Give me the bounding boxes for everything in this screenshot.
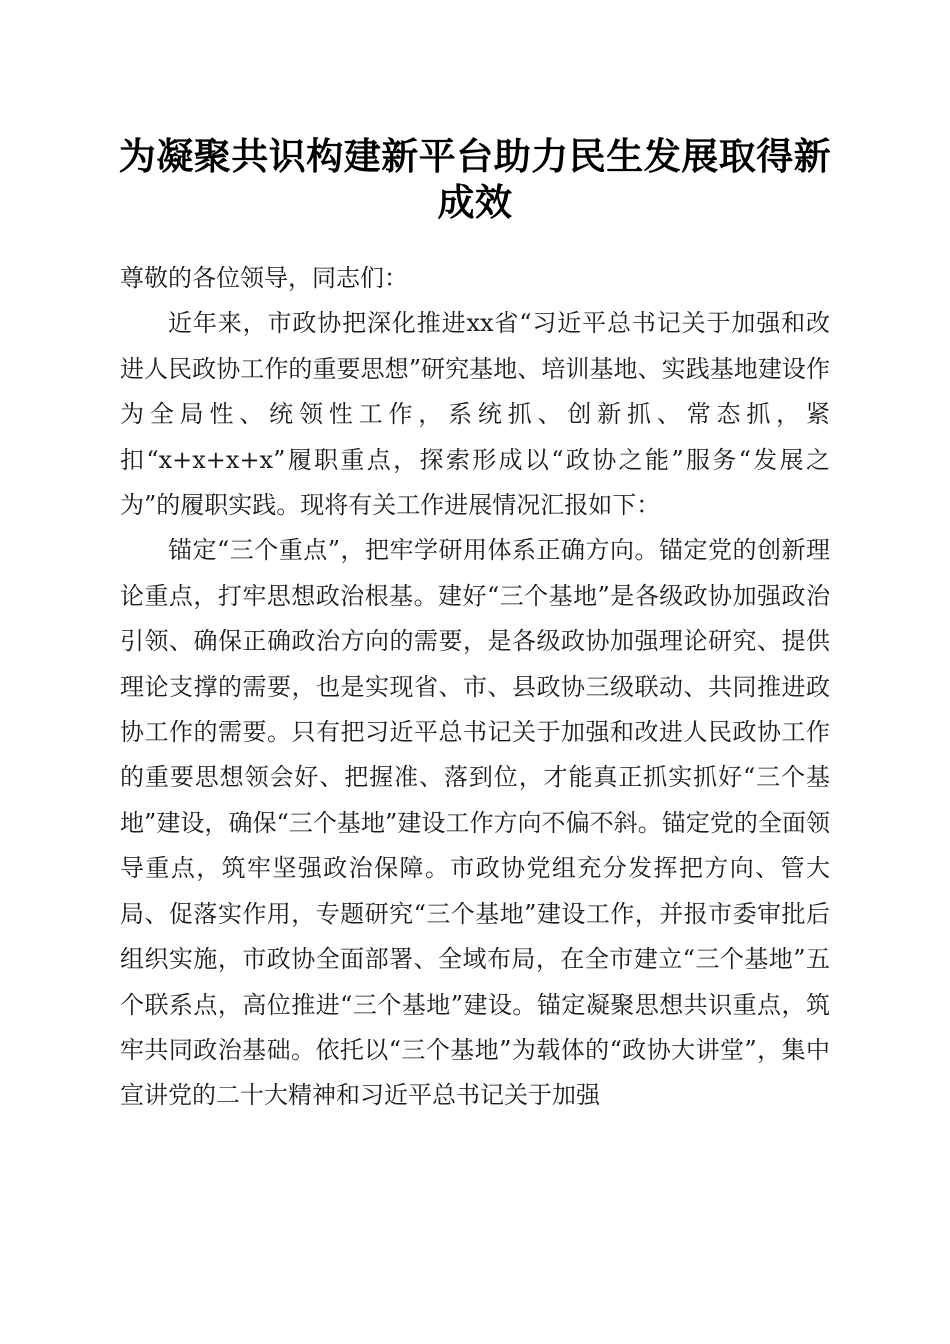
paragraph-three-focus-points: 锚定“三个重点”，把牢学研用体系正确方向。锚定党的创新理论重点，打牢思想政治根基。建好“三个基地”是各级政协加强政治引领、确保正确政治方向的需要，是各级政协加强理论研究、提供理论支撑的需要，也是实现省、市、县政协三级联动、共同推进政协工作的需要。只有把习近平总书记关于加强和改进人民政协工作的重要思想领会好、把握准、落到位，才能真正抓实抓好“三个基地”建设，确保“三个基地”建设工作方向不偏不斜。锚定党的全面领导重点，筑牢坚强政治保障。市政协党组充分发挥把方向、管大局、促落实作用，专题研究“三个基地”建设工作，并报市委审批后组织实施，市政协全面部署、全域布局，在全市建立“三个基地”五个联系点，高位推进“三个基地”建设。锚定凝聚思想共识重点，筑牢共同政治基础。依托以“三个基地”为载体的“政协大讲堂”，集中宣讲党的二十大精神和习近平总书记关于加强 <box>120 536 830 1110</box>
paragraph-intro: 近年来，市政协把深化推进xx省“习近平总书记关于加强和改进人民政协工作的重要思想”研究基地、培训基地、实践基地建设作为全局性、统领性工作，系统抓、创新抓、常态抓，紧扣“x+x+x+x”履职重点，探索形成以“政协之能”服务“发展之为”的履职实践。现将有关工作进展情况汇报如下： <box>120 309 830 520</box>
document-title: 为凝聚共识构建新平台助力民生发展取得新成效 <box>118 134 832 224</box>
salutation: 尊敬的各位领导，同志们： <box>120 264 408 292</box>
document-body <box>120 256 830 1119</box>
